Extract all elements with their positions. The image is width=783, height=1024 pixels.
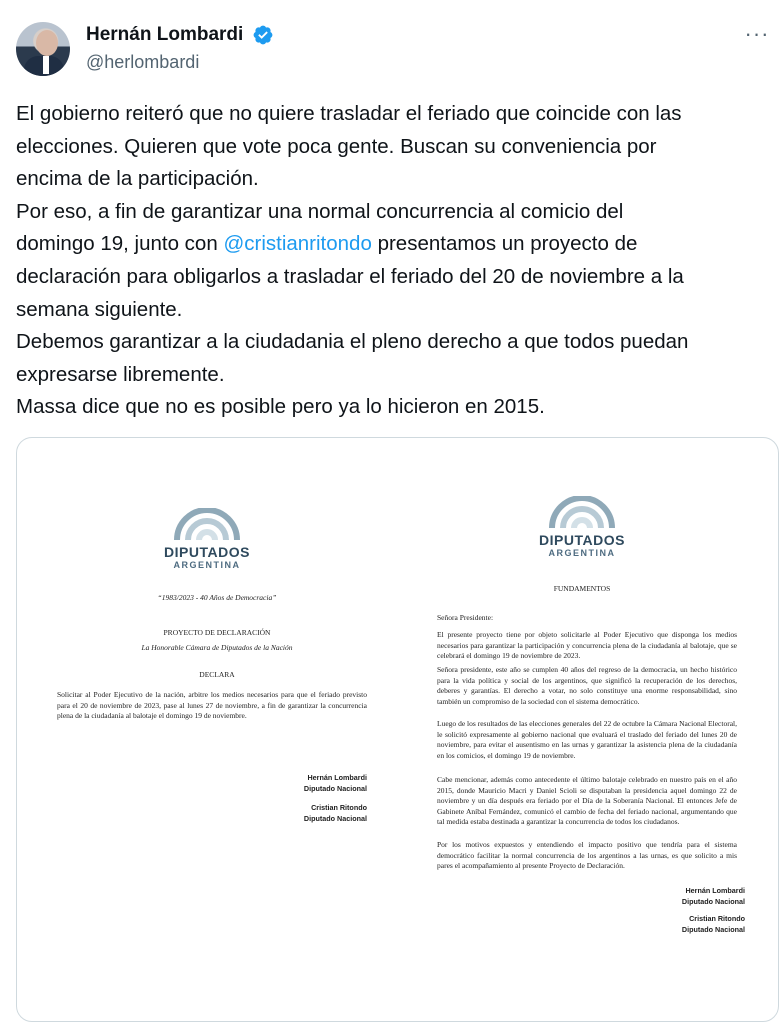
salutation: Señora Presidente:: [437, 613, 494, 622]
congress-dome-icon: [547, 496, 617, 530]
diputados-logo: [152, 508, 262, 570]
declares-heading: DECLARA: [199, 670, 235, 679]
fundamentos-paragraph: El presente proyecto tiene por objeto solicitarle al Poder Ejecutivo que disponga los medios necesarios para garantizar la participación y concurrencia plena de la ciudadanía al balotaje, que se celebrará el domingo 19 de noviembre de 2023.: [437, 630, 737, 660]
signer-name: Hernán Lombardi: [307, 773, 367, 782]
author-names: [86, 24, 274, 73]
tweet-text-segment: domingo 19, junto con: [16, 232, 224, 256]
diputados-logo: [527, 496, 637, 558]
mention-link[interactable]: @cristianritondo: [223, 232, 372, 256]
signer-role: Diputado Nacional: [303, 814, 367, 823]
tweet-line: Por eso, a fin de garantizar una normal concurrencia al comicio del: [16, 199, 624, 223]
tweet-text: [16, 98, 772, 424]
tweet-line: semana siguiente.: [16, 297, 183, 321]
logo-subtitle: ARGENTINA: [548, 548, 616, 558]
avatar-collar: [43, 56, 49, 74]
avatar[interactable]: [16, 22, 70, 76]
signer-name: Cristian Ritondo: [689, 914, 745, 923]
document-page-fundamentos: [407, 438, 757, 1022]
signer-name: Cristian Ritondo: [311, 803, 367, 812]
signer-role: Diputado Nacional: [303, 784, 367, 793]
fundamentos-paragraph: Luego de los resultados de las elecciones generales del 22 de octubre la Cámara Nacional Electoral, le solicitó expresamente al gobierno nacional que evaluará el traslado del feriado del lunes 20 de noviembre, para evitar el ausentismo en las urnas y garantizar la asistencia plena de la ciudadanía en los comicios, el domingo 19 de noviembre.: [437, 719, 737, 760]
more-options-icon[interactable]: ···: [744, 21, 770, 46]
signer-role: Diputado Nacional: [681, 897, 745, 906]
logo-title: DIPUTADOS: [164, 544, 250, 560]
logo-title: DIPUTADOS: [539, 532, 625, 548]
declaration-body: Solicitar al Poder Ejecutivo de la nación, arbitre los medios necesarios para que el feriado previsto para el 20 de noviembre de 2023, pase al lunes 27 de noviembre, a fin de garantizar la concurrencia plena de la ciudadanía al balotaje el domingo 19 de noviembre.: [57, 690, 367, 720]
chamber-name: La Honorable Cámara de Diputados de la Nación: [141, 643, 293, 652]
fundamentos-paragraph: Señora presidente, este año se cumplen 40 años del regreso de la democracia, un hecho histórico para la vida política y social de los argentinos, que significó la recuperación de los derechos, deberes y garantías. El derecho a votar, no solo constituye una enorme responsabilidad, sino también un compromiso de la sociedad con el sistema democrático.: [437, 665, 737, 706]
tweet-header: [16, 22, 776, 82]
project-title: PROYECTO DE DECLARACIÓN: [163, 628, 271, 637]
attached-image[interactable]: [16, 437, 779, 1022]
fundamentos-paragraph: Cabe mencionar, además como antecedente el último balotaje celebrado en nuestro país en el año 2015, donde Mauricio Macri y Daniel Scioli se disputaban la presidencia aquel domingo 22 de noviembre y un día después era feriado por el Día de la Soberanía Nacional. El entonces Jefe de Gabinete Aníbal Fernández, comunicó el cambio de fecha del feriado nacional, argumentando que tal medida estaba destinada a garantizar la concurrencia de todos los ciudadanos.: [437, 775, 737, 826]
avatar-face: [36, 30, 58, 56]
tweet-line: Debemos garantizar a la ciudadania el pleno derecho a que todos puedan: [16, 330, 689, 354]
document-page-declaration: [37, 438, 377, 1022]
author-handle[interactable]: @herlombardi: [86, 52, 200, 72]
tweet-line: [16, 228, 772, 261]
fundamentos-heading: FUNDAMENTOS: [553, 584, 611, 593]
tweet-line: declaración para obligarlos a trasladar el feriado del 20 de noviembre a la: [16, 264, 684, 288]
tweet-line: expresarse libremente.: [16, 362, 225, 386]
tweet-text-segment: presentamos un proyecto de: [371, 232, 638, 256]
signer-name: Hernán Lombardi: [685, 886, 745, 895]
logo-subtitle: ARGENTINA: [173, 560, 241, 570]
congress-dome-icon: [172, 508, 242, 542]
author-display-name[interactable]: Hernán Lombardi: [86, 24, 244, 45]
tweet-line: El gobierno reiteró que no quiere trasladar el feriado que coincide con las: [16, 102, 682, 125]
tweet-line: Massa dice que no es posible pero ya lo hicieron en 2015.: [16, 395, 545, 419]
verified-badge-icon: [252, 24, 274, 46]
tweet-line: elecciones. Quieren que vote poca gente. Buscan su conveniencia por: [16, 134, 657, 158]
fundamentos-paragraph: Por los motivos expuestos y entendiendo el impacto positivo que tendría para el sistema democrático facilitar la normal concurrencia de los argentinos a las urnas, es que solicito a mis pares el acompañamiento al presente Proyecto de Declaración.: [437, 840, 737, 870]
motto: “1983/2023 - 40 Años de Democracia”: [157, 593, 277, 602]
signer-role: Diputado Nacional: [681, 925, 745, 934]
tweet-line: encima de la participación.: [16, 167, 259, 191]
